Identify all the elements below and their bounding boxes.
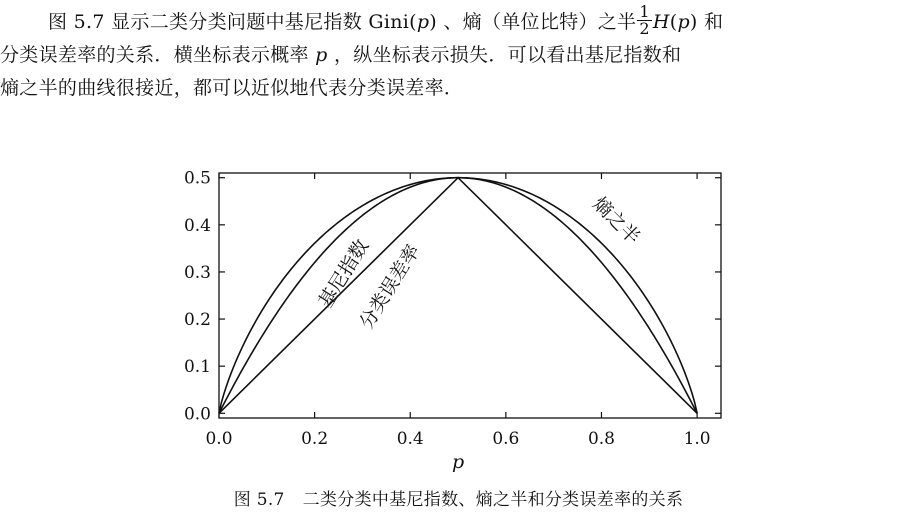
- x-tick-label: 0.4: [396, 429, 424, 449]
- x-tick-label: 0.8: [587, 429, 615, 449]
- figure-caption: [0, 485, 917, 510]
- caption-number: 图 5.7: [233, 490, 285, 510]
- y-tick-label: 0.0: [183, 404, 211, 425]
- caption-text: 二类分类中基尼指数、熵之半和分类误差率的关系: [302, 490, 684, 510]
- paragraph-line-1: 图 5.7 显示二类分类问题中基尼指数 Gini(p) 、熵（单位比特）之半 $\frac{1}{2}$ H(p) 和: [48, 1, 724, 38]
- y-tick-label: 0.2: [183, 310, 211, 331]
- y-tick-label: 0.3: [183, 262, 211, 283]
- y-tick-label: 0.1: [183, 357, 211, 378]
- plot-frame: [219, 173, 721, 418]
- paragraph-line-2: 分类误差率的关系．横坐标表示概率 p ，纵坐标表示损失．可以看出基尼指数和: [0, 44, 682, 66]
- x-axis-label: p: [451, 451, 465, 473]
- x-tick-label: 0.2: [301, 429, 329, 449]
- one-half-fraction: $\frac{1}{2}$: [639, 1, 650, 38]
- y-tick-label: 0.5: [183, 168, 211, 189]
- x-tick-label: 1.0: [683, 429, 711, 449]
- entropy-half-curve-label: 熵之半: [588, 192, 645, 249]
- paragraph-line-3: 熵之半的曲线很接近，都可以近似地代表分类误差率．: [0, 77, 464, 99]
- gini-curve-label: 基尼指数: [314, 235, 374, 312]
- x-tick-label: 0.6: [492, 429, 520, 449]
- x-tick-label: 0.0: [205, 429, 233, 449]
- error-rate-curve-label: 分类误差率: [355, 240, 425, 333]
- y-tick-label: 0.4: [183, 215, 211, 236]
